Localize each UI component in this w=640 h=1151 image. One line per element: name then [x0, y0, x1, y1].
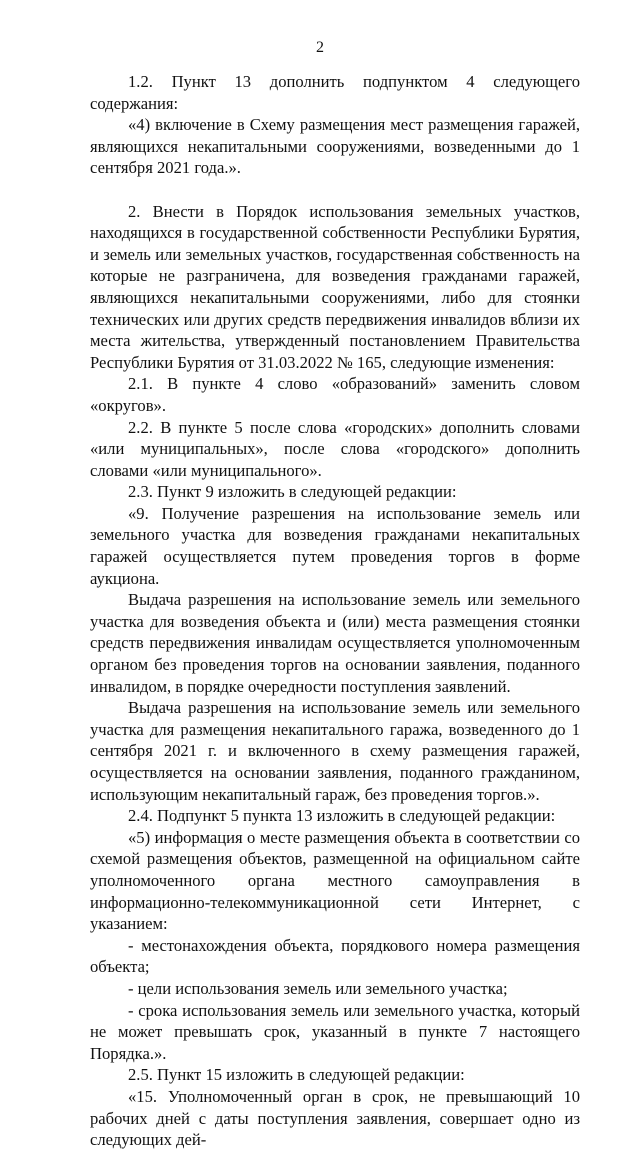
paragraph-disabled-permit: Выдача разрешения на использование земель или земельного участка для возведения объекта и (или) места размещения стоянки средств передвижения инвалидам осуществляется уполномоченным органом без проведения торгов на основании заявления, поданного инвалидом, в порядке очередности поступления заявлений. — [90, 590, 580, 696]
paragraph-garage-permit: Выдача разрешения на использование земель или земельного участка для размещения некапитального гаража, возведенного до 1 сентября 2021 г. и включенного в схему размещения гаражей, осуществляется на основании заявления, поданного гражданином, использующим некапитальный гараж, без проведения торгов.». — [90, 698, 580, 804]
paragraph-1-2: 1.2. Пункт 13 дополнить подпунктом 4 следующего содержания: — [90, 72, 580, 113]
paragraph-5-quote: «5) информация о месте размещения объекта в соответствии со схемой размещения объектов, размещенной на официальном сайте уполномоченного органа местного самоуправления в информационно-телекоммуникационной сети Интернет, с указанием: — [90, 827, 580, 934]
paragraph-2: 2. Внести в Порядок использования земельных участков, находящихся в государственной собственности Республики Бурятия, и земель или земельных участков, государственная собственность на которые не разграничена, для возведения гражданами гаражей, являющихся некапитальными сооружениями, либо для стоянки технических или других средств передвижения инвалидов вблизи их места жительства, утвержденный постановлением Правительства Республики Бурятия от 31.03.2022 № 165, следующие изменения: — [90, 201, 580, 372]
paragraph-1-2-quote: «4) включение в Схему размещения мест размещения гаражей, являющихся некапитальными сооружениями, возведенными до 1 сентября 2021 года.». — [90, 115, 580, 178]
list-item-purpose: - цели использования земель или земельного участка; — [128, 978, 508, 998]
paragraph-2-1: 2.1. В пункте 4 слово «образований» заменить словом «округов». — [90, 374, 580, 415]
paragraph-2-4: 2.4. Подпункт 5 пункта 13 изложить в следующей редакции: — [128, 806, 556, 826]
list-item-term: - срока использования земель или земельного участка, который не может превышать срок, указанный в пункте 7 настоящего Порядка.». — [90, 1000, 580, 1063]
paragraph-2-3: 2.3. Пункт 9 изложить в следующей редакции: — [128, 482, 457, 502]
list-item-location: - местонахождения объекта, порядкового номера размещения объекта; — [90, 935, 580, 977]
paragraph-15-quote: «15. Уполномоченный орган в срок, не превышающий 10 рабочих дней с даты поступления заявления, совершает одно из следующих дей- — [90, 1086, 580, 1150]
paragraph-2-5: 2.5. Пункт 15 изложить в следующей редакции: — [128, 1065, 465, 1085]
document-body — [90, 71, 580, 1151]
paragraph-9-quote: «9. Получение разрешения на использование земель или земельного участка для возведения гражданами некапитальных гаражей осуществляется путем проведения торгов в форме аукциона. — [90, 503, 580, 588]
page-number: 2 — [316, 39, 324, 56]
paragraph-2-2: 2.2. В пункте 5 после слова «городских» дополнить словами «или муниципальных», после слова «городского» дополнить словами «или муниципального». — [90, 417, 580, 480]
